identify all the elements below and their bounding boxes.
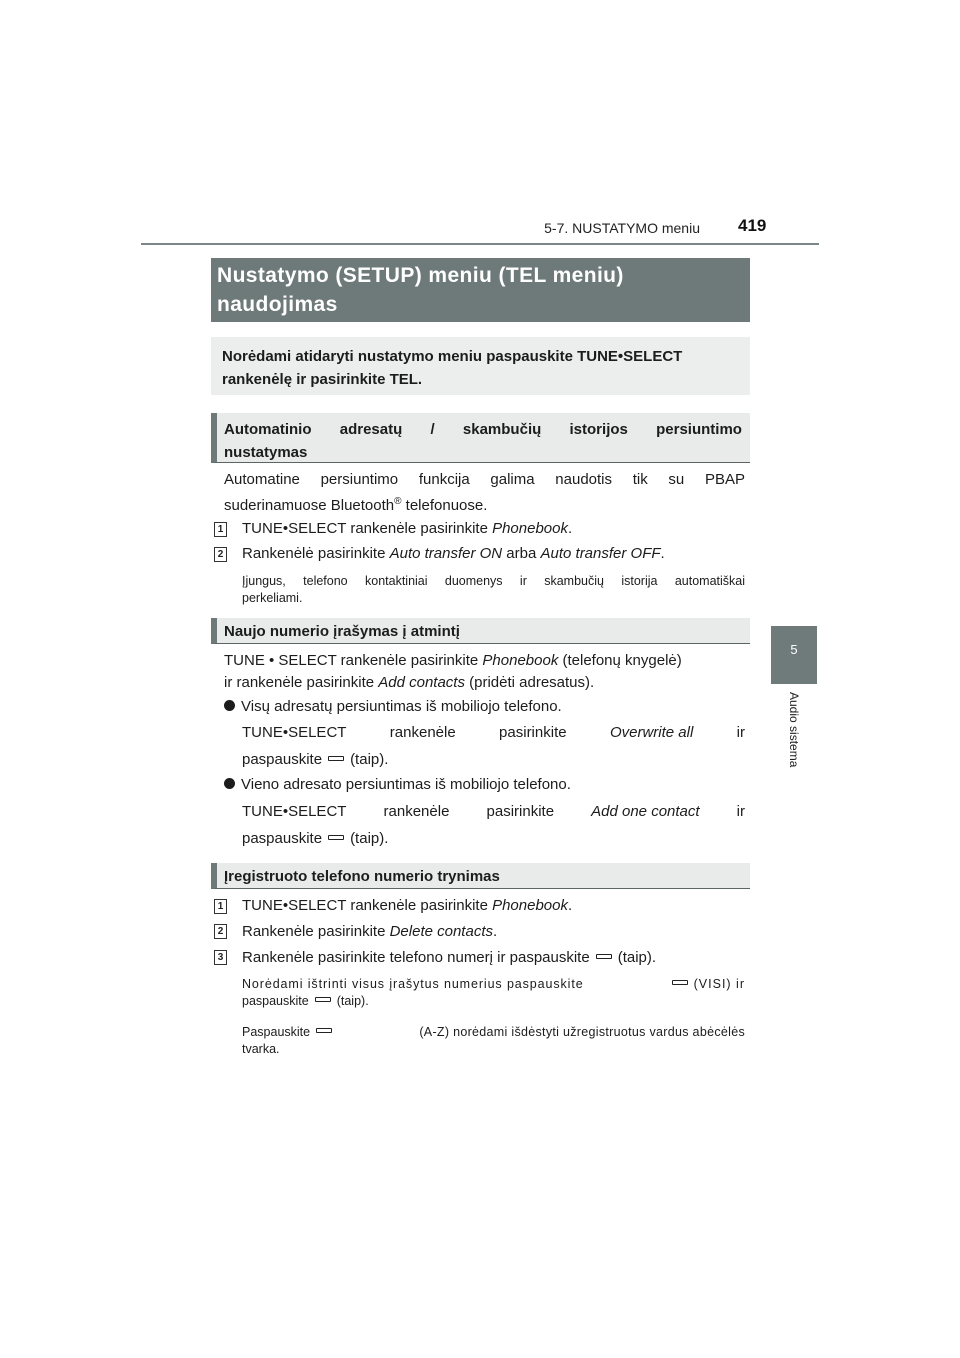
heading-word: /: [430, 421, 435, 438]
text: telefonuose.: [401, 497, 488, 514]
intro-line2: rankenėlę ir pasirinkite TEL.: [222, 371, 423, 388]
text: paspauskite: [242, 830, 323, 847]
chapter-tab: 5: [771, 626, 817, 684]
section3-note2: [242, 1024, 745, 1058]
paragraph-line1: [224, 469, 745, 491]
screen-button-icon: [328, 756, 344, 761]
step-number: 2: [214, 924, 227, 939]
note-line1: [242, 976, 745, 993]
note-line2: perkeliami.: [242, 591, 303, 605]
text: ir rankenėle pasirinkite: [224, 674, 379, 691]
bullet-item: [224, 696, 562, 718]
section1-paragraph: [224, 469, 745, 517]
text: Rankenėlė pasirinkite: [242, 545, 390, 562]
menu-item-name: Overwrite all: [609, 724, 694, 741]
word: pasirinkite: [486, 803, 555, 820]
note-line2: [242, 993, 745, 1010]
text-group: [666, 976, 745, 993]
word: PBAP: [704, 471, 745, 488]
bullet-icon: [224, 778, 235, 789]
screen-button-icon: [672, 980, 688, 985]
text: .: [660, 545, 665, 562]
text: (taip).: [350, 830, 389, 847]
heading-word: adresatų: [339, 421, 403, 438]
text: TUNE • SELECT rankenėle pasirinkite: [224, 652, 483, 669]
section-heading-line2: nustatymas: [224, 444, 308, 461]
step-text: [242, 518, 572, 540]
menu-item-name: Phonebook: [492, 520, 568, 537]
screen-button-icon: [316, 1028, 332, 1033]
section-heading-delete-number: Įregistruoto telefono numerio trynimas: [211, 863, 750, 889]
word: tik: [632, 471, 648, 488]
menu-item-name: Auto transfer OFF: [540, 545, 661, 562]
menu-item-name: Auto transfer ON: [389, 545, 503, 562]
text: (taip).: [350, 751, 389, 768]
word: rankenėle: [389, 724, 456, 741]
step-number: 2: [214, 547, 227, 562]
menu-item-name: Add contacts: [378, 674, 465, 691]
text: paspauskite: [242, 994, 309, 1008]
word: funkcija: [418, 471, 470, 488]
bullet-sub-line: [242, 722, 745, 744]
word: Automatine: [224, 471, 300, 488]
text: paspauskite: [242, 751, 323, 768]
bullet-sub-line: [242, 749, 388, 771]
word: ir: [736, 724, 745, 741]
screen-button-icon: [328, 835, 344, 840]
menu-item-name: Phonebook: [482, 652, 559, 669]
text: TUNE•SELECT rankenėle pasirinkite: [242, 520, 493, 537]
note-line1: Įjungus, telefono kontaktiniai duomenys ir skambučių istorija automatiškai: [242, 574, 745, 588]
text: Visų adresatų persiuntimas iš mobiliojo telefono.: [241, 698, 562, 715]
word: pasirinkite: [499, 724, 567, 741]
registered-mark: ®: [394, 496, 402, 507]
paragraph-line1: [224, 650, 745, 672]
screen-button-icon: [315, 997, 331, 1002]
text: suderinamuose Bluetooth: [224, 497, 395, 514]
heading-word: persiuntimo: [656, 421, 742, 438]
intro-line1: Norėdami atidaryti nustatymo meniu paspauskite TUNE•SELECT: [222, 348, 683, 365]
text: (taip).: [617, 949, 657, 966]
step-number: 3: [214, 950, 227, 965]
section-heading-new-number: Naujo numerio įrašymas į atmintį: [211, 618, 750, 644]
step-text: [242, 947, 656, 969]
heading-word: istorijos: [569, 421, 628, 438]
page-title-line2: naudojimas: [217, 293, 338, 316]
text: arba: [502, 545, 541, 562]
section3-note1: [242, 976, 745, 1010]
word: TUNE•SELECT: [242, 724, 347, 741]
step-text: [242, 921, 497, 943]
text: (pridėti adresatus).: [464, 674, 595, 691]
text: .: [492, 923, 498, 940]
page-number: 419: [738, 216, 767, 235]
text: .: [567, 520, 573, 537]
section2-paragraph: [224, 650, 745, 694]
note-line2: tvarka.: [242, 1042, 280, 1056]
text: (telefonų knygelė): [558, 652, 682, 669]
word: rankenėle: [383, 803, 450, 820]
bullet-sub-line: [242, 828, 388, 850]
text-group: [242, 1024, 338, 1041]
page-title-line1: Nustatymo (SETUP) meniu (TEL meniu): [217, 264, 624, 287]
text: .: [567, 897, 573, 914]
screen-button-icon: [596, 954, 612, 959]
bullet-item: [224, 774, 571, 796]
word: TUNE•SELECT: [242, 803, 347, 820]
word: su: [668, 471, 685, 488]
bullet-sub-line: [242, 801, 745, 823]
text: (A-Z) norėdami išdėstyti užregistruotus vardus abėcėlės: [419, 1025, 745, 1039]
paragraph-line2: [224, 491, 745, 517]
bullet-icon: [224, 700, 235, 711]
paragraph-line2: [224, 672, 745, 694]
note-line1: [242, 1024, 745, 1041]
step-number: 1: [214, 522, 227, 537]
menu-item-name: Delete contacts: [389, 923, 493, 940]
text: Norėdami ištrinti visus įrašytus numerius paspauskite: [242, 977, 584, 991]
text: Rankenėle pasirinkite telefono numerį ir paspauskite: [242, 949, 590, 966]
intro-box: [211, 337, 750, 395]
heading-word: skambučių: [462, 421, 542, 438]
step-text: [242, 543, 665, 565]
heading-word: Automatinio: [224, 421, 312, 438]
text: Paspauskite: [242, 1025, 311, 1039]
section-heading-auto-transfer: [211, 413, 750, 463]
text: (taip).: [336, 994, 369, 1008]
word: galima: [490, 471, 535, 488]
word: naudotis: [555, 471, 613, 488]
menu-item-name: Phonebook: [492, 897, 568, 914]
section1-note: [242, 573, 745, 607]
chapter-label: Audio sistema: [787, 692, 801, 768]
text: TUNE•SELECT rankenėle pasirinkite: [242, 897, 493, 914]
running-header-section: 5-7. NUSTATYMO meniu: [544, 220, 700, 236]
text: Rankenėle pasirinkite: [242, 923, 390, 940]
section-heading-line1: [224, 418, 742, 441]
menu-item-name: Add one contact: [591, 803, 700, 820]
step-text: [242, 895, 572, 917]
word: ir: [736, 803, 745, 820]
header-divider: [141, 243, 819, 245]
text: (VISI) ir: [693, 977, 745, 991]
step-number: 1: [214, 899, 227, 914]
page-title: [211, 258, 750, 322]
word: persiuntimo: [320, 471, 399, 488]
text: Vieno adresato persiuntimas iš mobiliojo telefono.: [241, 776, 571, 793]
